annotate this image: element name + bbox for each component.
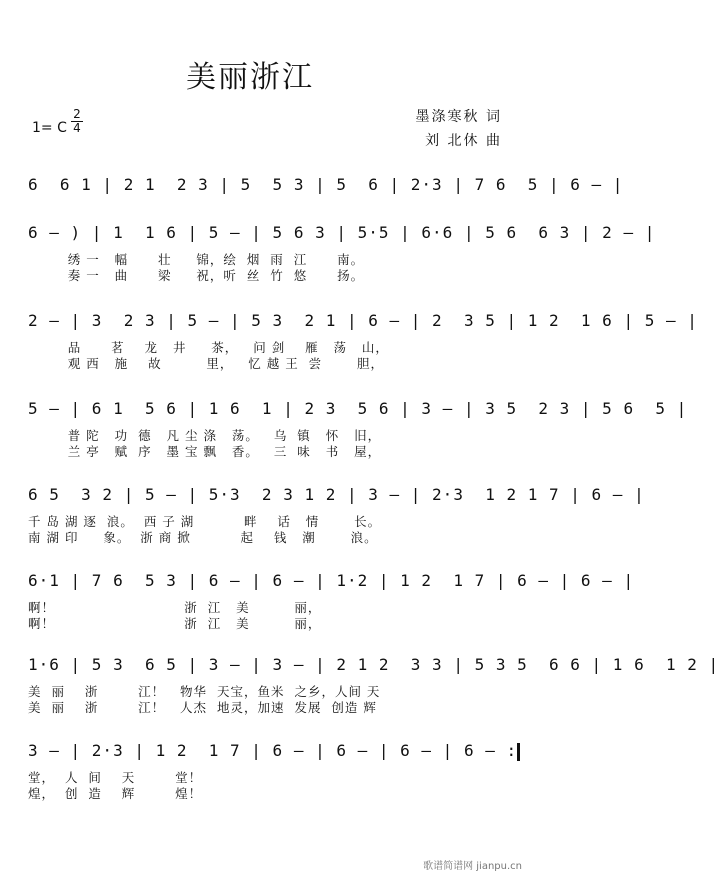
lyric-verse-2: 啊！ 浙 江 美 丽， [28, 616, 322, 631]
lyricist-credit: 墨涤寒秋 词 [415, 109, 502, 125]
time-signature-top: 2 [73, 107, 81, 121]
score-system-2 [28, 218, 656, 284]
score-system-1 [28, 170, 624, 200]
time-signature-bottom: 4 [73, 121, 81, 135]
score-system-3 [28, 306, 698, 372]
score-system-6 [28, 566, 635, 632]
score-system-8 [28, 736, 518, 802]
score-system-4 [28, 394, 688, 460]
final-barline [517, 743, 520, 761]
music-line: 2 – | 3 2 3 | 5 – | 5 3 2 1 | 6 – | 2 3 5 | 1 2 1 6 | 5 – | [28, 311, 698, 330]
music-line [28, 736, 518, 766]
lyric-verse-2: 奏 一 曲 梁 祝，听 丝 竹 悠 扬。 [28, 268, 365, 283]
lyric-verse-1: 啊！ 浙 江 美 丽， [28, 600, 322, 615]
lyric-verse-1: 堂， 人 间 天 堂！ [28, 770, 203, 785]
lyric-verse-1: 品 茗 龙 井 茶， 问 剑 雁 荡 山， [28, 340, 389, 355]
music-line: 6 5 3 2 | 5 – | 5·3 2 3 1 2 | 3 – | 2·3 1 2 1 7 | 6 – | [28, 485, 645, 504]
lyric-verse-1: 普 陀 功 德 凡 尘 涤 荡。 乌 镇 怀 旧， [28, 428, 382, 443]
key-signature: 1= C [32, 120, 67, 136]
lyric-verse-1: 美 丽 浙 江！ 物华 天宝，鱼米 之乡，人间 天 [28, 684, 381, 699]
composer-credit: 刘 北休 曲 [425, 133, 502, 149]
music-line: 6 6 1 | 2 1 2 3 | 5 5 3 | 5 6 | 2·3 | 7 6 5 | 6 – | [28, 175, 624, 194]
score-system-5 [28, 480, 645, 546]
lyric-verse-1: 千 岛 湖 逐 浪。 西 子 湖 畔 话 情 长。 [28, 514, 382, 529]
lyric-verse-2: 兰 亭 赋 序 墨 宝 飘 香。 三 味 书 屋， [28, 444, 382, 459]
music-line: 5 – | 6 1 5 6 | 1 6 1 | 2 3 5 6 | 3 – | 3 5 2 3 | 5 6 5 | [28, 399, 688, 418]
lyric-verse-2: 煌， 创 造 辉 煌！ [28, 786, 203, 801]
music-line: 6·1 | 7 6 5 3 | 6 – | 6 – | 1·2 | 1 2 1 7 | 6 – | 6 – | [28, 571, 635, 590]
lyric-verse-2: 观 西 施 故 里， 忆 越 王 尝 胆， [28, 356, 384, 371]
score-system-7 [28, 650, 719, 716]
music-line: 1·6 | 5 3 6 5 | 3 – | 3 – | 2 1 2 3 3 | 5 3 5 6 6 | 1 6 1 2 | [28, 655, 719, 674]
music-line-text: 3 – | 2·3 | 1 2 1 7 | 6 – | 6 – | 6 – | 6 – : [28, 741, 518, 760]
lyric-verse-1: 绣 一 幅 壮 锦，绘 烟 雨 江 南。 [28, 252, 365, 267]
song-title: 美丽浙江 [186, 60, 314, 95]
lyric-verse-2: 美 丽 浙 江！ 人杰 地灵，加速 发展 创造 辉 [28, 700, 377, 715]
site-watermark: 歌谱简谱网 jianpu.cn [423, 861, 522, 872]
music-line: 6 – ) | 1 1 6 | 5 – | 5 6 3 | 5·5 | 6·6 | 5 6 6 3 | 2 – | [28, 223, 656, 242]
time-signature [70, 108, 84, 135]
lyric-verse-2: 南 湖 印 象。 浙 商 掀 起 钱 潮 浪。 [28, 530, 378, 545]
